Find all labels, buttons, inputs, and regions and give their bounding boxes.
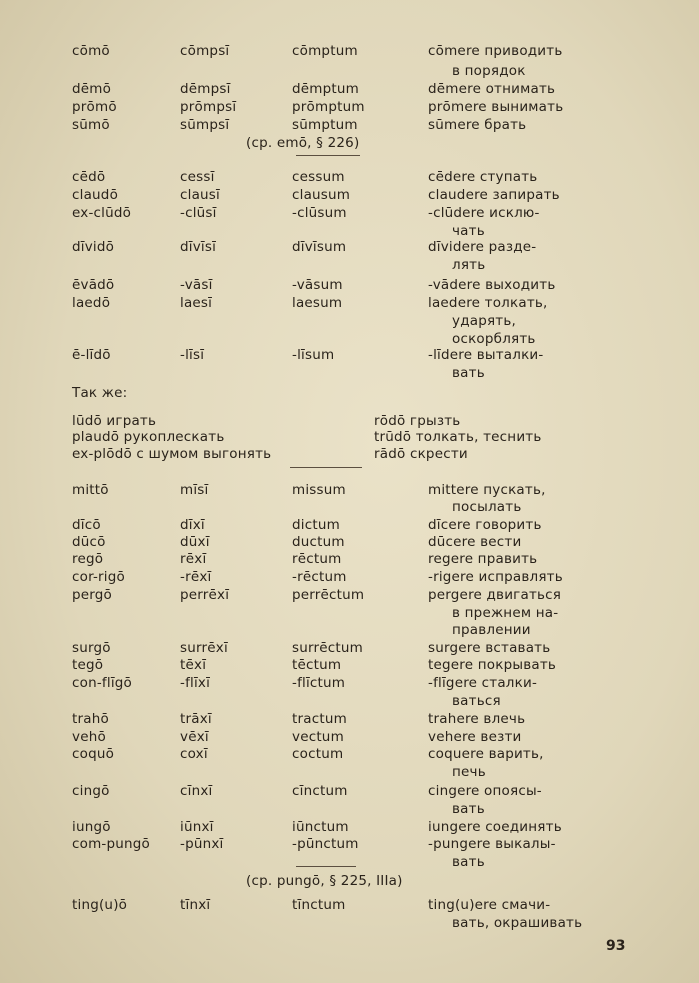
verb-infinitive-translation: dūcere вести [428,534,522,550]
text-line [0,710,699,730]
similar-verb-right: trūdō толкать, теснить [374,429,542,445]
verb-infinitive-translation: mittere пускать, [428,482,546,498]
translation-continuation: в прежнем на- [452,605,559,621]
verb-infinitive-translation: tegere покрывать [428,657,557,673]
translation-continuation: ваться [452,693,501,709]
text-line [0,62,699,82]
verb-infinitive-translation: dēmere отнимать [428,81,556,97]
verb-present: prōmō [72,99,117,115]
verb-present: ēvādō [72,277,115,293]
similar-verb-right: rōdō грызть [374,413,461,429]
verb-supine: -clūsum [292,205,347,221]
verb-perfect: surrēxī [180,640,228,656]
translation-continuation: печь [452,764,486,780]
verb-infinitive-translation: -clūdere исклю- [428,205,540,221]
verb-infinitive-translation: surgere вставать [428,640,551,656]
text-line [0,498,699,518]
similar-verb-left: plaudō рукоплескать [72,429,225,445]
text-line [0,80,699,100]
verb-infinitive-translation: ting(u)ere смачи- [428,897,551,913]
verb-supine: dictum [292,517,340,533]
verb-perfect: coxī [180,746,208,762]
verb-present: sūmō [72,117,110,133]
page-number: 93 [606,938,626,954]
verb-supine: dīvīsum [292,239,347,255]
verb-supine: ductum [292,534,345,550]
verb-perfect: dūxī [180,534,210,550]
verb-present: ex-clūdō [72,205,132,221]
verb-supine: clausum [292,187,351,203]
verb-supine: tractum [292,711,347,727]
verb-infinitive-translation: -līdere выталки- [428,347,544,363]
verb-perfect: cessī [180,169,215,185]
verb-infinitive-translation: -vādere выходить [428,277,556,293]
translation-continuation: оскорблять [452,331,536,347]
text-line [0,364,699,384]
verb-present: con-flīgō [72,675,132,691]
verb-perfect: dīvīsī [180,239,217,255]
verb-supine: -vāsum [292,277,343,293]
similar-verb-left: ex-plōdō с шумом выгонять [72,446,272,462]
verb-perfect: iūnxī [180,819,214,835]
translation-continuation: вать [452,854,485,870]
verb-supine: tēctum [292,657,342,673]
verb-present: cingō [72,783,110,799]
verb-perfect: -pūnxī [180,836,224,852]
verb-present: laedō [72,295,111,311]
similar-verb-left: lūdō играть [72,413,157,429]
verb-supine: iūnctum [292,819,349,835]
verb-perfect: tīnxī [180,897,211,913]
verb-supine: vectum [292,729,344,745]
text-line [0,674,699,694]
section-title: Так же: [72,385,128,401]
verb-infinitive-translation: -pungere выкалы- [428,836,556,852]
verb-perfect: -līsī [180,347,205,363]
verb-perfect: vēxī [180,729,209,745]
verb-present: trahō [72,711,109,727]
text-line [0,586,699,606]
text-line [0,384,699,404]
verb-infinitive-translation: vehere везти [428,729,522,745]
text-line [0,914,699,934]
translation-continuation: вать, окрашивать [452,915,583,931]
translation-continuation: правлении [452,622,531,638]
verb-present: cēdō [72,169,106,185]
verb-present: ting(u)ō [72,897,128,913]
verb-supine: dēmptum [292,81,359,97]
verb-present: dīcō [72,517,101,533]
text-line [0,872,699,892]
verb-present: dēmō [72,81,112,97]
verb-supine: prōmptum [292,99,365,115]
text-line [0,568,699,588]
text-line [0,98,699,118]
verb-perfect: mīsī [180,482,209,498]
verb-present: cōmō [72,43,110,59]
verb-present: pergō [72,587,113,603]
text-line [0,204,699,224]
verb-present: vehō [72,729,106,745]
translation-continuation: чать [452,223,485,239]
text-line [0,896,699,916]
verb-supine: rēctum [292,551,342,567]
translation-continuation: вать [452,801,485,817]
verb-supine: laesum [292,295,343,311]
cross-reference-note: (ср. emō, § 226) [246,135,360,151]
text-line [0,656,699,676]
verb-perfect: trāxī [180,711,212,727]
text-line [0,853,699,873]
verb-infinitive-translation: claudere запирать [428,187,560,203]
verb-perfect: dīxī [180,517,205,533]
text-line [0,276,699,296]
verb-supine: -līsum [292,347,335,363]
verb-present: tegō [72,657,104,673]
verb-supine: cōmptum [292,43,358,59]
verb-infinitive-translation: dīcere говорить [428,517,542,533]
verb-perfect: laesī [180,295,213,311]
verb-supine: -rēctum [292,569,347,585]
verb-supine: tīnctum [292,897,346,913]
verb-perfect: -vāsī [180,277,213,293]
text-line [0,116,699,136]
verb-present: cor-rigō [72,569,125,585]
verb-present: regō [72,551,104,567]
translation-continuation: посылать [452,499,522,515]
verb-infinitive-translation: cingere опоясы- [428,783,542,799]
text-line [0,800,699,820]
cross-reference-note: (ср. pungō, § 225, IIIa) [246,873,403,889]
verb-infinitive-translation: -flīgere сталки- [428,675,538,691]
text-line [0,256,699,276]
verb-supine: coctum [292,746,344,762]
verb-infinitive-translation: coquere варить, [428,746,544,762]
verb-present: dūcō [72,534,106,550]
verb-perfect: clausī [180,187,220,203]
text-line [0,238,699,258]
verb-infinitive-translation: laedere толкать, [428,295,548,311]
translation-continuation: вать [452,365,485,381]
text-line [0,763,699,783]
verb-perfect: -clūsī [180,205,217,221]
verb-infinitive-translation: trahere влечь [428,711,526,727]
verb-present: coquō [72,746,115,762]
text-line [0,745,699,765]
translation-continuation: лять [452,257,486,273]
verb-infinitive-translation: iungere соединять [428,819,562,835]
verb-perfect: dēmpsī [180,81,231,97]
verb-perfect: sūmpsī [180,117,230,133]
text-line [0,134,699,154]
verb-supine: missum [292,482,346,498]
verb-supine: perrēctum [292,587,365,603]
verb-infinitive-translation: dīvidere разде- [428,239,537,255]
text-line [0,445,699,465]
verb-supine: cīnctum [292,783,348,799]
verb-perfect: cōmpsī [180,43,230,59]
verb-perfect: perrēxī [180,587,230,603]
text-line [0,692,699,712]
text-line [0,835,699,855]
text-line [0,782,699,802]
verb-infinitive-translation: sūmere брать [428,117,527,133]
verb-infinitive-translation: pergere двигаться [428,587,562,603]
text-line [0,42,699,62]
verb-perfect: -rēxī [180,569,212,585]
separator-rule [296,866,356,867]
text-line [0,346,699,366]
verb-present: mittō [72,482,109,498]
verb-perfect: rēxī [180,551,207,567]
verb-present: ē-līdō [72,347,111,363]
text-line [0,186,699,206]
verb-present: claudō [72,187,119,203]
verb-infinitive-translation: cēdere ступать [428,169,538,185]
verb-perfect: -flīxī [180,675,211,691]
verb-infinitive-translation: cōmere приводить [428,43,563,59]
verb-infinitive-translation: -rigere исправлять [428,569,563,585]
verb-supine: surrēctum [292,640,363,656]
verb-infinitive-translation: prōmere вынимать [428,99,564,115]
verb-infinitive-translation: regere править [428,551,538,567]
verb-present: com-pungō [72,836,151,852]
separator-rule [290,467,362,468]
translation-continuation: в порядок [452,63,526,79]
verb-present: surgō [72,640,111,656]
text-line [0,294,699,314]
text-line [0,168,699,188]
verb-present: dīvidō [72,239,115,255]
translation-continuation: ударять, [452,313,516,329]
verb-supine: -pūnctum [292,836,359,852]
text-line [0,621,699,641]
verb-perfect: prōmpsī [180,99,237,115]
separator-rule [296,155,360,156]
verb-present: iungō [72,819,111,835]
verb-supine: cessum [292,169,345,185]
verb-supine: -flīctum [292,675,346,691]
verb-supine: sūmptum [292,117,358,133]
text-line [0,550,699,570]
verb-perfect: cīnxī [180,783,213,799]
similar-verb-right: rādō скрести [374,446,468,462]
verb-perfect: tēxī [180,657,207,673]
text-line [0,312,699,332]
